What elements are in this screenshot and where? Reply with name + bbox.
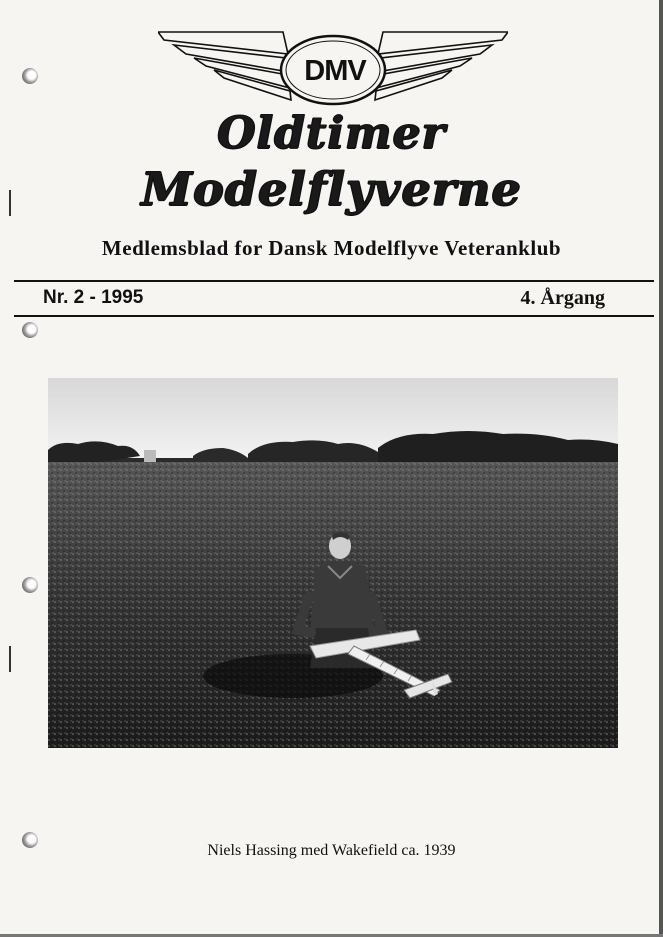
masthead-title-line2: Modelflyverne [141,162,522,216]
divider [14,315,654,317]
photo-caption: Niels Hassing med Wakefield ca. 1939 [207,842,456,859]
punch-hole [22,322,38,338]
divider [14,280,654,282]
punch-hole [22,68,38,84]
dmv-logo [158,28,508,108]
logo-text: DMV [304,55,366,87]
issue-number: Nr. 2 - 1995 [43,287,144,308]
masthead-title-line1: Oldtimer [217,108,446,159]
margin-mark [9,646,11,672]
masthead-subtitle: Medlemsblad for Dansk Modelflyve Veteranklub [101,236,562,260]
cover-photo [48,378,618,748]
punch-hole [22,577,38,593]
volume-label: 4. Årgang [520,287,605,309]
